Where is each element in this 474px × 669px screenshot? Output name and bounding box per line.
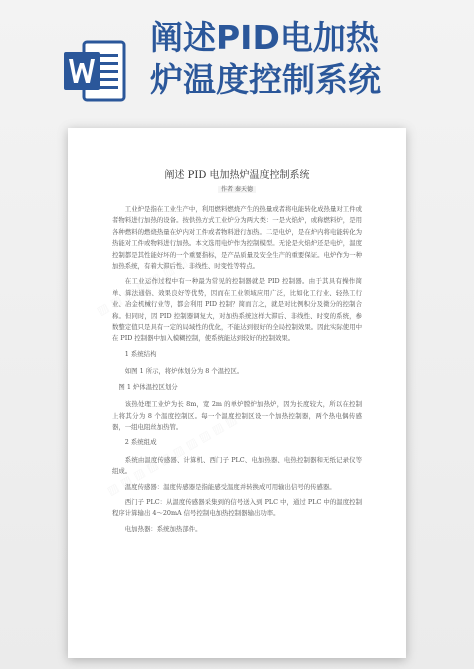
paragraph: 温度传感器：温度传感器是指能感受温度并转换成可用输出信号的传感器。 xyxy=(124,482,336,491)
paragraph: 该热处理工业炉为长 8m，宽 2m 的单炉膛炉加热炉，因为长度较大，所以在控制上将其分为 8 个温度控制区。每一个温度控制区设一个加热控制器，两个热电偶传感器，一组电阻丝加热管。 xyxy=(112,400,362,431)
paragraph: 如图 1 所示，将炉体划分为 8 个温控区。 xyxy=(124,367,244,376)
paragraph: 系统由温度传感器、计算机、西门子 PLC、电加热器、电热控制器和无纸记录仪等组成。 xyxy=(112,455,362,476)
word-icon xyxy=(62,38,128,104)
section-heading: 1 系统结构 xyxy=(124,349,157,358)
document-body xyxy=(112,204,362,539)
section-heading: 2 系统组成 xyxy=(124,438,157,447)
figure-caption: 图 1 炉体温控区划分 xyxy=(118,382,178,391)
document-page xyxy=(68,128,406,658)
paragraph: 电加热器：系统加热部件。 xyxy=(124,524,202,533)
document-author: 作者 秦天德 xyxy=(68,184,406,193)
paragraph: 西门子 PLC：从温度传感器采集到的信号送入到 PLC 中，通过 PLC 中的温度控制程序计算输出 4～20mA 信号控制电加热控制器输出功率。 xyxy=(112,497,362,518)
paragraph: 工业炉是指在工业生产中，利用燃料燃烧产生的热量或者将电能转化成热量对工件或者物料进行加热的设备。按供热方式工业炉分为两大类：一是火焰炉，或称燃料炉，是用各种燃料的燃烧热量在炉内对工件或者物料进行加热。二是电炉，是在炉内将电能转化为热能对工件或物料进行加热。本文选用电炉作为控制模型。无论是火焰炉还是电炉，温度控制都是其性能好坏的一个重要指标，是产品质量及安全生产的重要保证。电炉作为一种加热系统，有着大滞后性、非线性、时变性等特点。 xyxy=(112,205,362,271)
document-title: 阐述 PID 电加热炉温度控制系统 xyxy=(164,170,310,181)
paragraph: 在工业运作过程中有一种最为常见的控制器就是 PID 控制器。由于其具有操作简单、算法通俗、效果良好等优势，因而在工业领域应用广泛，比如化工行业、轻热工行业、冶金机械行业等，都会利用 PID 控制？简而言之，就是对比例积分及微分的控制合称。但同时，因 PID 控制器调复大，对加热系统这样大滞后、非线性、时变的系统，参数整定值只是具有一定的局域性的优化，不能达到很好的全局控制效果。因此实际使用中在 PID 控制器中加入模糊控制，使系统能达到较好的控制效果。 xyxy=(112,277,362,343)
banner-title-line-1: 阐述PID电加热 xyxy=(150,18,379,57)
banner-title-line-2: 炉温度控制系统 xyxy=(150,60,381,99)
header-banner xyxy=(0,0,474,120)
